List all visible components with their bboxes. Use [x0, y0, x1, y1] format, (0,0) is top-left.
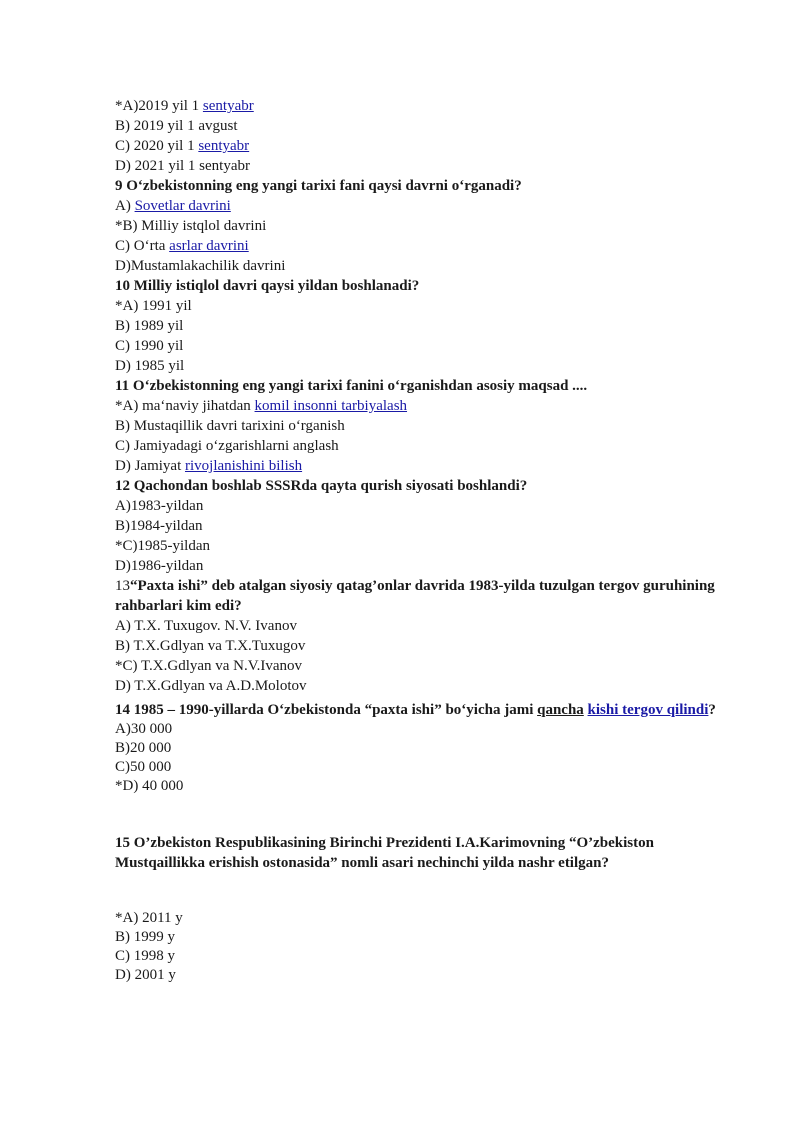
answer-option: B)1984-yildan: [115, 518, 203, 534]
answer-option: D)1986-yildan: [115, 558, 204, 574]
answer-option: *C)1985-yildan: [115, 538, 210, 554]
question-heading: 15 O’zbekiston Respublikasining Birinchi Prezidenti I.A.Karimovning “O’zbekiston Mustqaillikka erishish ostonasida” nomli asari nechinchi yilda nashr etilgan?: [115, 835, 654, 871]
hyperlink[interactable]: komil insonni tarbiyalash: [254, 398, 408, 414]
answer-option: B) Mustaqillik davri tarixini o‘rganish: [115, 418, 345, 434]
question-heading: 14 1985 – 1990-yillarda O‘zbekistonda “paxta ishi” bo‘yicha jami qancha kishi tergov qilindi?: [115, 702, 716, 718]
answer-option: D) Jamiyat rivojlanishini bilish: [115, 458, 303, 474]
answer-option: *D) 40 000: [115, 778, 184, 794]
question-heading: 9 O‘zbekistonning eng yangi tarixi fani qaysi davrni o‘rganadi?: [115, 178, 522, 194]
answer-option: A) Sovetlar davrini: [115, 198, 231, 214]
hyperlink[interactable]: kishi tergov qilindi: [587, 702, 709, 718]
answer-option: D)Mustamlakachilik davrini: [115, 258, 286, 274]
answer-option: *A) ma‘naviy jihatdan komil insonni tarbiyalash: [115, 398, 408, 414]
answer-option: A) T.X. Tuxugov. N.V. Ivanov: [115, 618, 297, 634]
answer-option: C) O‘rta asrlar davrini: [115, 238, 249, 254]
answer-option: *C) T.X.Gdlyan va N.V.Ivanov: [115, 658, 303, 674]
answer-option: C)50 000: [115, 759, 172, 775]
answer-option: B)20 000: [115, 740, 172, 756]
answer-option: *A) 2011 y: [115, 910, 183, 926]
answer-option: C) 1990 yil: [115, 338, 184, 354]
question-heading: 11 O‘zbekistonning eng yangi tarixi fanini o‘rganishdan asosiy maqsad ....: [115, 378, 588, 394]
hyperlink[interactable]: sentyabr: [198, 138, 250, 154]
answer-option: *A) 1991 yil: [115, 298, 192, 314]
hyperlink[interactable]: rivojlanishini bilish: [184, 458, 303, 474]
answer-option: A)1983-yildan: [115, 498, 204, 514]
question-number: 13: [115, 578, 130, 594]
answer-option: D) 2021 yil 1 sentyabr: [115, 158, 250, 174]
hyperlink[interactable]: asrlar davrini: [169, 238, 249, 254]
answer-option: *A)2019 yil 1 sentyabr: [115, 98, 254, 114]
hyperlink[interactable]: sentyabr: [202, 98, 254, 114]
answer-option: A)30 000: [115, 721, 173, 737]
answer-option: B) 1989 yil: [115, 318, 184, 334]
question-heading: 12 Qachondan boshlab SSSRda qayta qurish siyosati boshlandi?: [115, 478, 528, 494]
answer-option: B) 2019 yil 1 avgust: [115, 118, 238, 134]
answer-option: C) Jamiyadagi o‘zgarishlarni anglash: [115, 438, 339, 454]
answer-option: D) 1985 yil: [115, 358, 185, 374]
answer-option: C) 2020 yil 1 sentyabr: [115, 138, 250, 154]
document-page: [115, 96, 725, 985]
answer-option: C) 1998 y: [115, 948, 175, 964]
question-heading: 10 Milliy istiqlol davri qaysi yildan boshlanadi?: [115, 278, 420, 294]
answer-option: D) T.X.Gdlyan va A.D.Molotov: [115, 678, 307, 694]
hyperlink[interactable]: Sovetlar davrini: [134, 198, 231, 214]
answer-option: B) 1999 y: [115, 929, 175, 945]
answer-option: *B) Milliy istqlol davrini: [115, 218, 267, 234]
question-heading: 13“Paxta ishi” deb atalgan siyosiy qatag’onlar davrida 1983-yilda tuzulgan tergov guruhining rahbarlari kim edi?: [115, 578, 715, 614]
answer-option: D) 2001 y: [115, 967, 176, 983]
answer-option: B) T.X.Gdlyan va T.X.Tuxugov: [115, 638, 306, 654]
